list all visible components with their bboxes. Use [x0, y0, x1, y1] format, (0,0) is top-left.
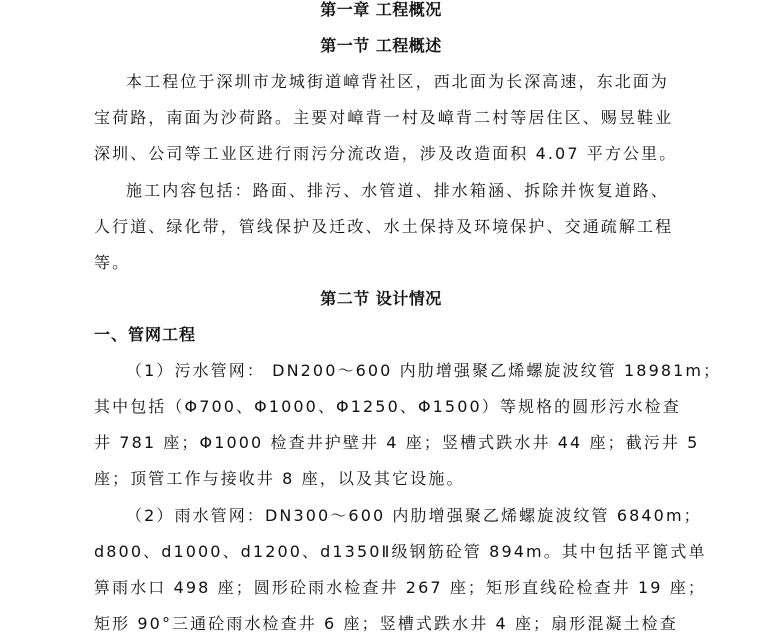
section-title-overview: 第一节 工程概述 — [320, 36, 442, 55]
paragraph-line: 宝荷路，南面为沙荷路。主要对嶂背一村及嶂背二村等居住区、赐昱鞋业 — [94, 108, 674, 127]
paragraph-line: （1）污水管网： DN200～600 内肋增强聚乙烯螺旋波纹管 18981m； — [126, 361, 722, 380]
paragraph-line: 深圳、公司等工业区进行雨污分流改造，涉及改造面积 4.07 平方公里。 — [94, 144, 678, 163]
subheading-pipe-network: 一、管网工程 — [94, 325, 197, 344]
paragraph-line: 井 781 座；Φ1000 检查井护壁井 4 座；竖槽式跌水井 44 座；截污井 5 — [94, 433, 700, 452]
paragraph-line: 其中包括（Φ700、Φ1000、Φ1250、Φ1500）等规格的圆形污水检查 — [94, 397, 681, 416]
paragraph-line: 箅雨水口 498 座；圆形砼雨水检查井 267 座；矩形直线砼检查井 19 座； — [94, 578, 706, 597]
paragraph-line: 等。 — [94, 253, 131, 272]
paragraph-line: （2）雨水管网：DN300～600 内肋增强聚乙烯螺旋波纹管 6840m； — [126, 506, 702, 525]
paragraph-line: 施工内容包括：路面、排污、水管道、排水箱涵、拆除并恢复道路、 — [126, 181, 670, 200]
paragraph-line: 矩形 90°三通砼雨水检查井 6 座；竖槽式跌水井 4 座；扇形混凝土检查 — [94, 614, 678, 633]
section-title-design: 第二节 设计情况 — [320, 289, 442, 308]
paragraph-line: 本工程位于深圳市龙城街道嶂背社区，西北面为长深高速，东北面为 — [126, 72, 670, 91]
paragraph-line: 人行道、绿化带，管线保护及迁改、水土保持及环境保护、交通疏解工程 — [94, 217, 674, 236]
chapter-title: 第一章 工程概况 — [320, 0, 442, 19]
paragraph-line: 座；顶管工作与接收井 8 座，以及其它设施。 — [94, 469, 465, 488]
paragraph-line: d800、d1000、d1200、d1350Ⅱ级钢筋砼管 894m。其中包括平篦式单 — [94, 542, 707, 561]
